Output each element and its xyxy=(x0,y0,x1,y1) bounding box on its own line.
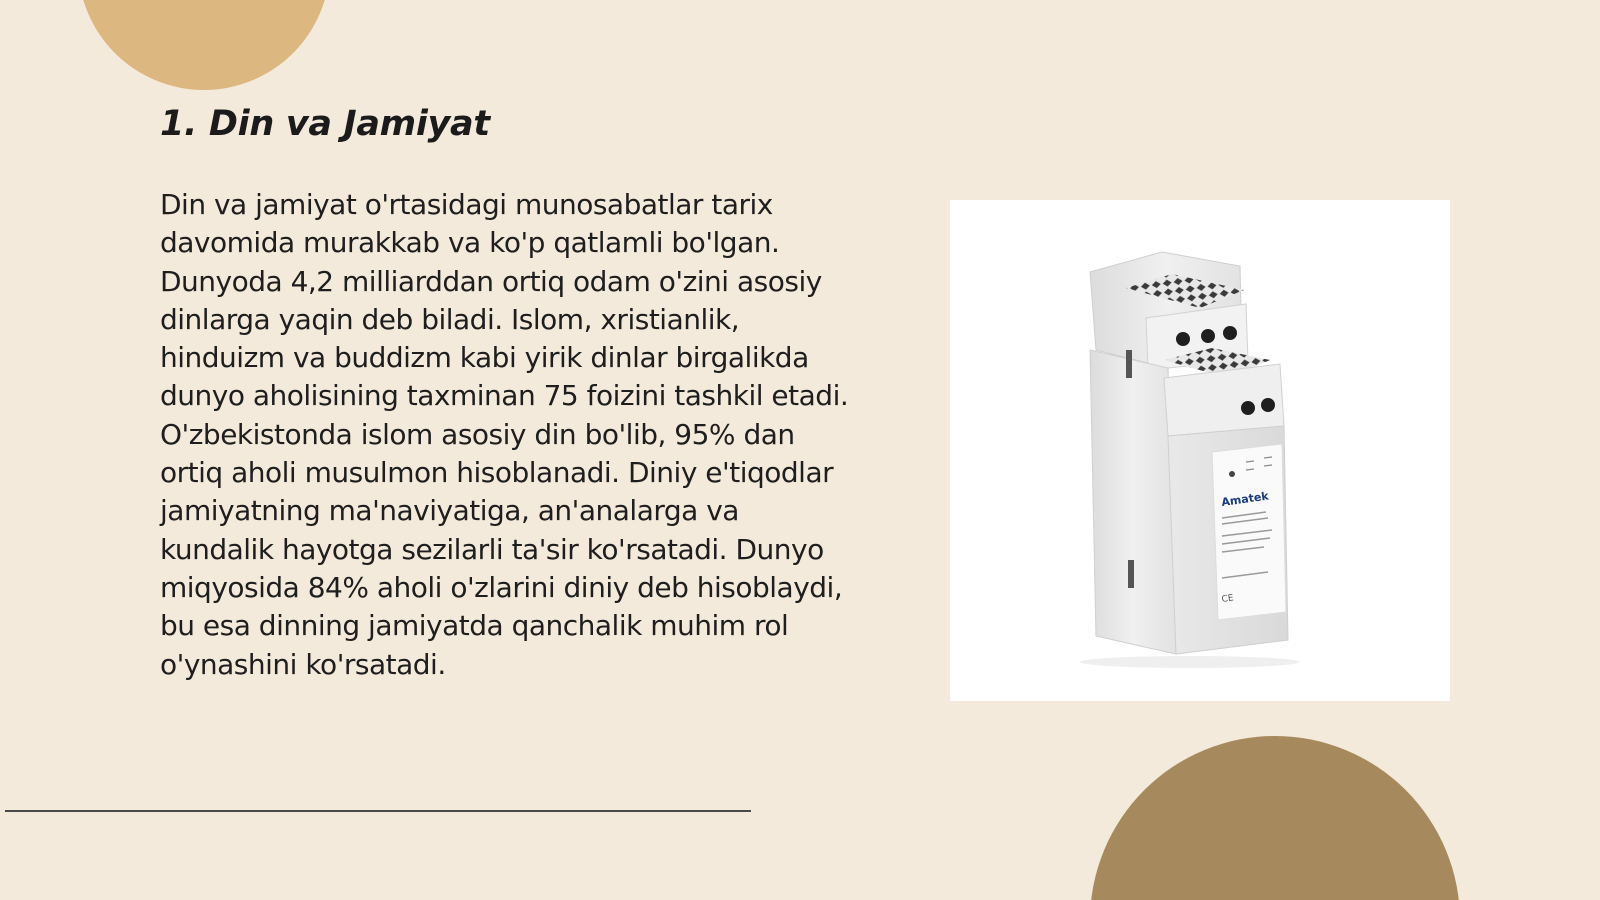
product-image xyxy=(950,200,1450,701)
slide-title: 1. Din va Jamiyat xyxy=(160,104,490,144)
status-led xyxy=(1229,471,1235,477)
device-brand-label: Amatek xyxy=(1220,489,1270,509)
din-clip xyxy=(1126,350,1132,378)
terminal-screw xyxy=(1176,332,1190,346)
terminal-screw xyxy=(1223,326,1237,340)
terminal-screw xyxy=(1261,398,1275,412)
terminal-screw xyxy=(1241,401,1255,415)
ce-mark-icon: CE xyxy=(1221,593,1235,605)
terminal-screw xyxy=(1201,329,1215,343)
device-left-side xyxy=(1090,350,1176,654)
device-label-panel xyxy=(1212,444,1286,620)
din-clip xyxy=(1128,560,1134,588)
slide-body-text: Din va jamiyat o'rtasidagi munosabatlar tarix davomida murakkab va ko'p qatlamli bo'lgan. Dunyoda 4,2 milliarddan ortiq odam o'zini asosiy dinlarga yaqin deb biladi. Islom, xristianlik, hinduizm va buddizm kabi yirik dinlar birgalikda dunyo aholisining taxminan 75 foizini tashkil etadi. O'zbekistonda islom asosiy din bo'lib, 95% dan ortiq aholi musulmon hisoblanadi. Diniy e'tiqodlar jamiyatning ma'naviyatiga, an'analarga va kundalik hayotga sezilarli ta'sir ko'rsatadi. Dunyo miqyosida 84% aholi o'zlarini diniy deb hisoblaydi, bu esa dinning jamiyatda qanchalik muhim rol o'ynashini ko'rsatadi. xyxy=(160,188,849,681)
decorative-circle-top xyxy=(78,0,330,90)
decorative-circle-bottom xyxy=(1090,736,1460,900)
divider-line xyxy=(5,810,751,812)
din-rail-power-supply-illustration xyxy=(950,200,1450,701)
